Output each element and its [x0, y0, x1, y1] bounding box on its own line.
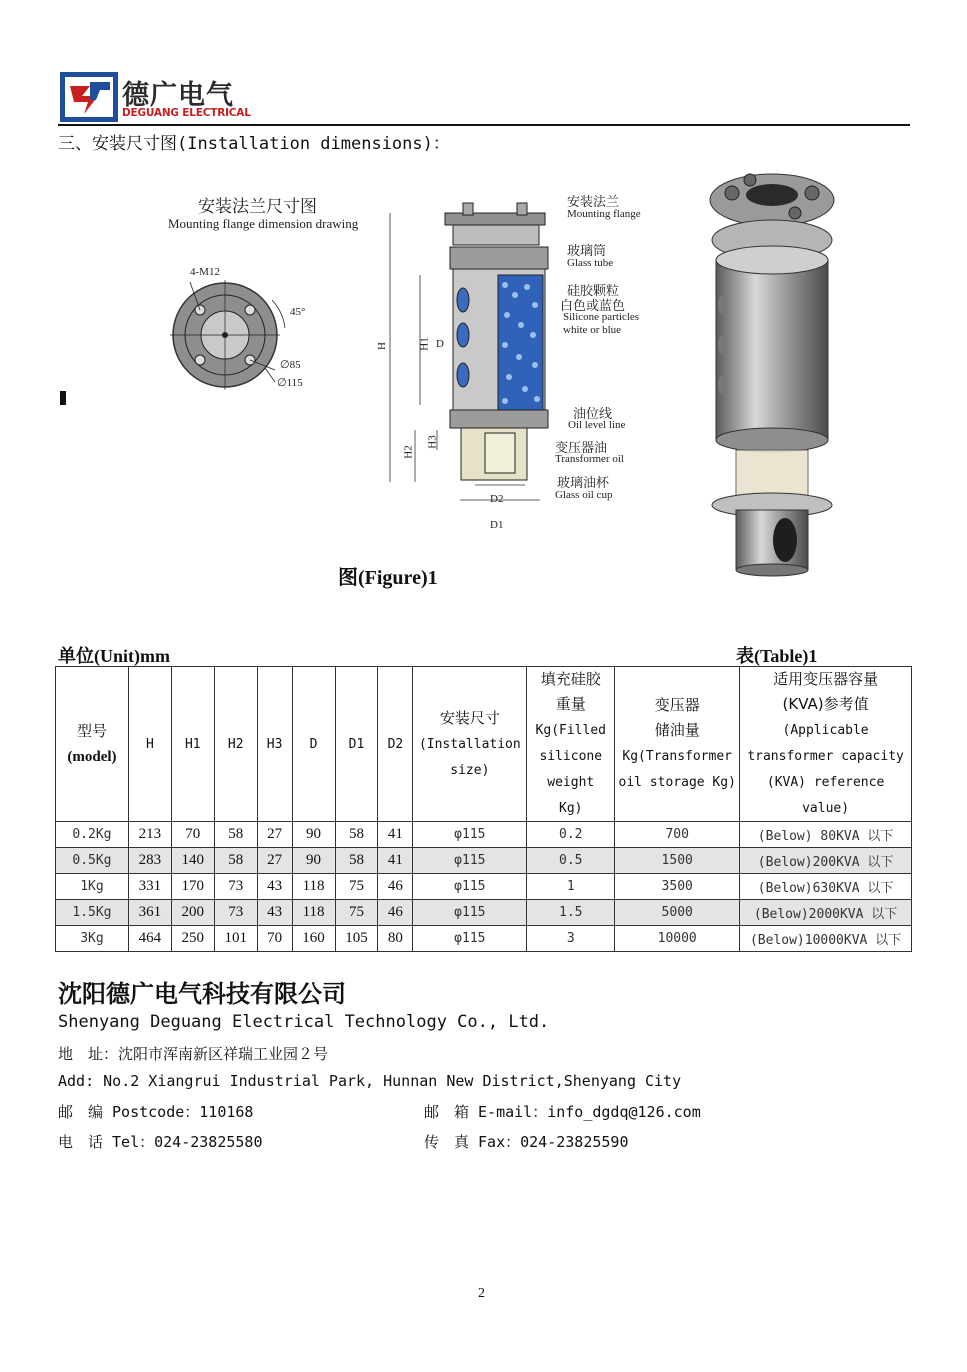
cell-h1: 170 — [171, 874, 214, 900]
cell-capacity: (Below)10000KVA 以下 — [740, 926, 912, 952]
header-divider — [58, 124, 910, 126]
callout-silicone-cn2: 白色或蓝色 — [560, 299, 626, 314]
cell-model: 1Kg — [56, 874, 129, 900]
cell-d: 90 — [292, 848, 335, 874]
table-row — [56, 848, 912, 874]
cell-h2: 58 — [214, 822, 257, 848]
callout-cup-en: Glass oil cup — [555, 489, 613, 501]
cell-fill: 3 — [527, 926, 615, 952]
cell-d1: 105 — [335, 926, 378, 952]
header-h: H — [128, 667, 171, 822]
flange-title-cn: 安装法兰尺寸图 — [198, 197, 317, 217]
header-install-size: 安装尺寸 (Installation size) — [413, 667, 527, 822]
table-label: 表(Table)1 — [736, 646, 818, 666]
cell-h3: 70 — [257, 926, 292, 952]
cell-d1: 75 — [335, 900, 378, 926]
cell-h2: 101 — [214, 926, 257, 952]
dim-d2-label: D2 — [490, 493, 504, 505]
address-en: Add: No.2 Xiangrui Industrial Park, Hunnan New District,Shenyang City — [58, 1072, 682, 1090]
callout-silicone-cn: 硅胶颗粒 — [567, 284, 620, 299]
callout-flange-en: Mounting flange — [567, 208, 641, 220]
cell-d1: 75 — [335, 874, 378, 900]
callout-silicone-en2: white or blue — [563, 324, 622, 336]
cell-h1: 140 — [171, 848, 214, 874]
header-d2: D2 — [378, 667, 413, 822]
company-logo — [60, 72, 118, 122]
dim-d1-label: D1 — [490, 519, 504, 531]
cell-d2: 46 — [378, 874, 413, 900]
cell-h3: 43 — [257, 874, 292, 900]
cell-capacity: (Below)2000KVA 以下 — [740, 900, 912, 926]
header-model: 型号 (model) — [56, 667, 129, 822]
postcode: 邮 编 Postcode：110168 — [58, 1103, 254, 1121]
cell-h3: 43 — [257, 900, 292, 926]
callout-glass-cn: 玻璃筒 — [567, 244, 607, 259]
cell-capacity: (Below)200KVA 以下 — [740, 848, 912, 874]
cell-oil: 10000 — [615, 926, 740, 952]
cell-h: 361 — [128, 900, 171, 926]
cell-install: φ115 — [413, 822, 527, 848]
callout-flange-cn: 安装法兰 — [567, 195, 620, 210]
section-heading: 三、安装尺寸图(Installation dimensions)： — [58, 134, 450, 154]
cell-h: 331 — [128, 874, 171, 900]
page-number: 2 — [478, 1286, 485, 1301]
cell-d: 118 — [292, 900, 335, 926]
callout-oil-level-cn: 油位线 — [573, 407, 613, 422]
dim-h3-label: H3 — [426, 435, 439, 449]
header-h3: H3 — [257, 667, 292, 822]
header-h2: H2 — [214, 667, 257, 822]
logo-text-cn: 德广电气 — [122, 80, 234, 111]
cell-h1: 250 — [171, 926, 214, 952]
cell-model: 1.5Kg — [56, 900, 129, 926]
dim-d-label: D — [436, 338, 444, 350]
header-h1: H1 — [171, 667, 214, 822]
cell-d1: 58 — [335, 822, 378, 848]
cell-d2: 80 — [378, 926, 413, 952]
table-row — [56, 926, 912, 952]
fax: 传 真 Fax：024-23825590 — [424, 1133, 629, 1151]
header-oil-storage: 变压器 储油量 Kg(Transformer oil storage Kg) — [615, 667, 740, 822]
address-cn: 地 址：沈阳市浑南新区祥瑞工业园２号 — [58, 1045, 329, 1063]
d85-label: ∅85 — [280, 359, 301, 371]
cell-h2: 58 — [214, 848, 257, 874]
flange-title-en: Mounting flange dimension drawing — [168, 216, 359, 231]
header-fill-weight: 填充硅胶 重量 Kg(Filled silicone weight Kg) — [527, 667, 615, 822]
cell-fill: 1.5 — [527, 900, 615, 926]
cell-oil: 700 — [615, 822, 740, 848]
cell-d1: 58 — [335, 848, 378, 874]
cell-install: φ115 — [413, 926, 527, 952]
cell-fill: 0.2 — [527, 822, 615, 848]
cell-h3: 27 — [257, 822, 292, 848]
unit-label: 单位(Unit)mm — [58, 646, 170, 666]
cell-h2: 73 — [214, 874, 257, 900]
cell-capacity: (Below) 80KVA 以下 — [740, 822, 912, 848]
telephone: 电 话 Tel：024-23825580 — [58, 1133, 263, 1151]
cell-model: 3Kg — [56, 926, 129, 952]
spec-table — [55, 666, 912, 952]
cell-install: φ115 — [413, 874, 527, 900]
logo-text-en: DEGUANG ELECTRICAL — [122, 107, 251, 119]
angle-label: 45° — [290, 306, 306, 318]
product-render — [700, 165, 850, 580]
cell-d: 90 — [292, 822, 335, 848]
cell-fill: 0.5 — [527, 848, 615, 874]
bolt-label: 4-M12 — [190, 266, 220, 278]
callout-glass-en: Glass tube — [567, 257, 614, 269]
cell-h1: 70 — [171, 822, 214, 848]
table-row — [56, 900, 912, 926]
d115-label: ∅115 — [277, 377, 303, 389]
callout-silicone-en: Silicone particles — [563, 311, 640, 323]
cell-capacity: (Below)630KVA 以下 — [740, 874, 912, 900]
bullet-mark — [60, 391, 66, 405]
breather-section-drawing — [375, 185, 565, 545]
cell-fill: 1 — [527, 874, 615, 900]
cell-h2: 73 — [214, 900, 257, 926]
cell-d: 118 — [292, 874, 335, 900]
dim-h1-label: H1 — [418, 337, 431, 351]
cell-d2: 41 — [378, 848, 413, 874]
cell-h1: 200 — [171, 900, 214, 926]
header-capacity: 适用变压器容量 (KVA)参考值 (Applicable transformer capacity (KVA) reference value) — [740, 667, 912, 822]
dim-h-label: H — [375, 342, 388, 350]
cell-h3: 27 — [257, 848, 292, 874]
cell-install: φ115 — [413, 900, 527, 926]
cell-h: 283 — [128, 848, 171, 874]
table-row — [56, 822, 912, 848]
callout-oil-en: Transformer oil — [555, 453, 624, 465]
callout-oil-level-en: Oil level line — [568, 419, 626, 431]
cell-d: 160 — [292, 926, 335, 952]
company-name-cn: 沈阳德广电气科技有限公司 — [58, 980, 346, 1008]
company-name-en: Shenyang Deguang Electrical Technology Co., Ltd. — [58, 1012, 550, 1032]
email: 邮 箱 E-mail：info_dgdq@126.com — [424, 1103, 701, 1121]
cell-install: φ115 — [413, 848, 527, 874]
header-d1: D1 — [335, 667, 378, 822]
table-row — [56, 874, 912, 900]
cell-oil: 5000 — [615, 900, 740, 926]
cell-model: 0.2Kg — [56, 822, 129, 848]
dim-h2-label: H2 — [402, 445, 415, 459]
callout-oil-cn: 变压器油 — [555, 441, 608, 456]
header-d: D — [292, 667, 335, 822]
cell-oil: 3500 — [615, 874, 740, 900]
cell-model: 0.5Kg — [56, 848, 129, 874]
callout-cup-cn: 玻璃油杯 — [557, 476, 610, 491]
cell-h: 213 — [128, 822, 171, 848]
logo-mark-icon — [60, 72, 118, 122]
table-header-row — [56, 667, 912, 822]
cell-oil: 1500 — [615, 848, 740, 874]
cell-h: 464 — [128, 926, 171, 952]
cell-d2: 46 — [378, 900, 413, 926]
cell-d2: 41 — [378, 822, 413, 848]
figure-caption: 图(Figure)1 — [338, 567, 438, 589]
